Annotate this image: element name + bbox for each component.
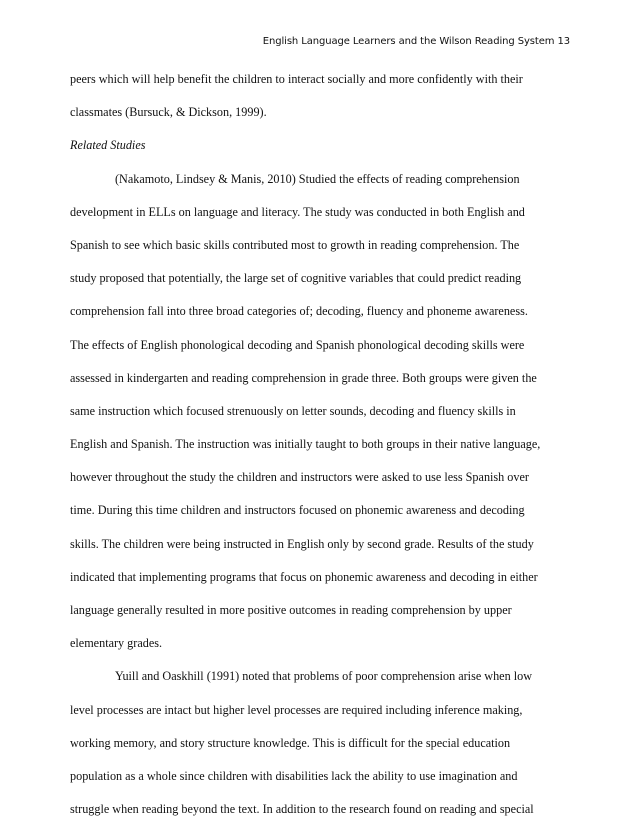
- text-line: comprehension fall into three broad categories of; decoding, fluency and phoneme awareness.: [70, 304, 528, 319]
- text-line: Spanish to see which basic skills contributed most to growth in reading comprehension. The: [70, 237, 520, 252]
- text-line: however throughout the study the children and instructors were asked to use less Spanish over: [70, 470, 529, 485]
- paragraph-first-line: (Nakamoto, Lindsey & Manis, 2010) Studied the effects of reading comprehension: [115, 171, 520, 186]
- text-line: development in ELLs on language and literacy. The study was conducted in both English and: [70, 204, 525, 219]
- text-line: peers which will help benefit the children to interact socially and more confidently with their: [70, 72, 523, 86]
- text-line: study proposed that potentially, the large set of cognitive variables that could predict reading: [70, 271, 522, 286]
- text-line: indicated that implementing programs that focus on phonemic awareness and decoding in either: [70, 569, 538, 584]
- text-line: elementary grades.: [70, 636, 163, 651]
- body-text: [70, 63, 580, 826]
- text-line: level processes are intact but higher level processes are required including inference making,: [70, 702, 523, 717]
- text-line: population as a whole since children with disabilities lack the ability to use imagination and: [70, 768, 518, 783]
- text-line: classmates (Bursuck, & Dickson, 1999).: [70, 105, 267, 120]
- text-line: assessed in kindergarten and reading comprehension in grade three. Both groups were given the: [70, 370, 537, 385]
- paragraph-first-line: Yuill and Oaskhill (1991) noted that problems of poor comprehension arise when low: [115, 669, 532, 684]
- text-line: language generally resulted in more positive outcomes in reading comprehension by upper: [70, 603, 512, 617]
- text-line: time. During this time children and instructors focused on phonemic awareness and decoding: [70, 503, 525, 518]
- text-line: skills. The children were being instructed in English only by second grade. Results of the study: [70, 536, 534, 551]
- text-line: English and Spanish. The instruction was initially taught to both groups in their native language,: [70, 437, 541, 452]
- text-line: same instruction which focused strenuously on letter sounds, decoding and fluency skills in: [70, 403, 516, 418]
- section-heading: Related Studies: [70, 138, 146, 153]
- text-line: The effects of English phonological decoding and Spanish phonological decoding skills were: [70, 337, 525, 352]
- text-line: working memory, and story structure knowledge. This is difficult for the special education: [70, 735, 511, 750]
- running-head: English Language Learners and the Wilson Reading System 13: [262, 36, 570, 47]
- text-line: struggle when reading beyond the text. In addition to the research found on reading and special: [70, 802, 534, 817]
